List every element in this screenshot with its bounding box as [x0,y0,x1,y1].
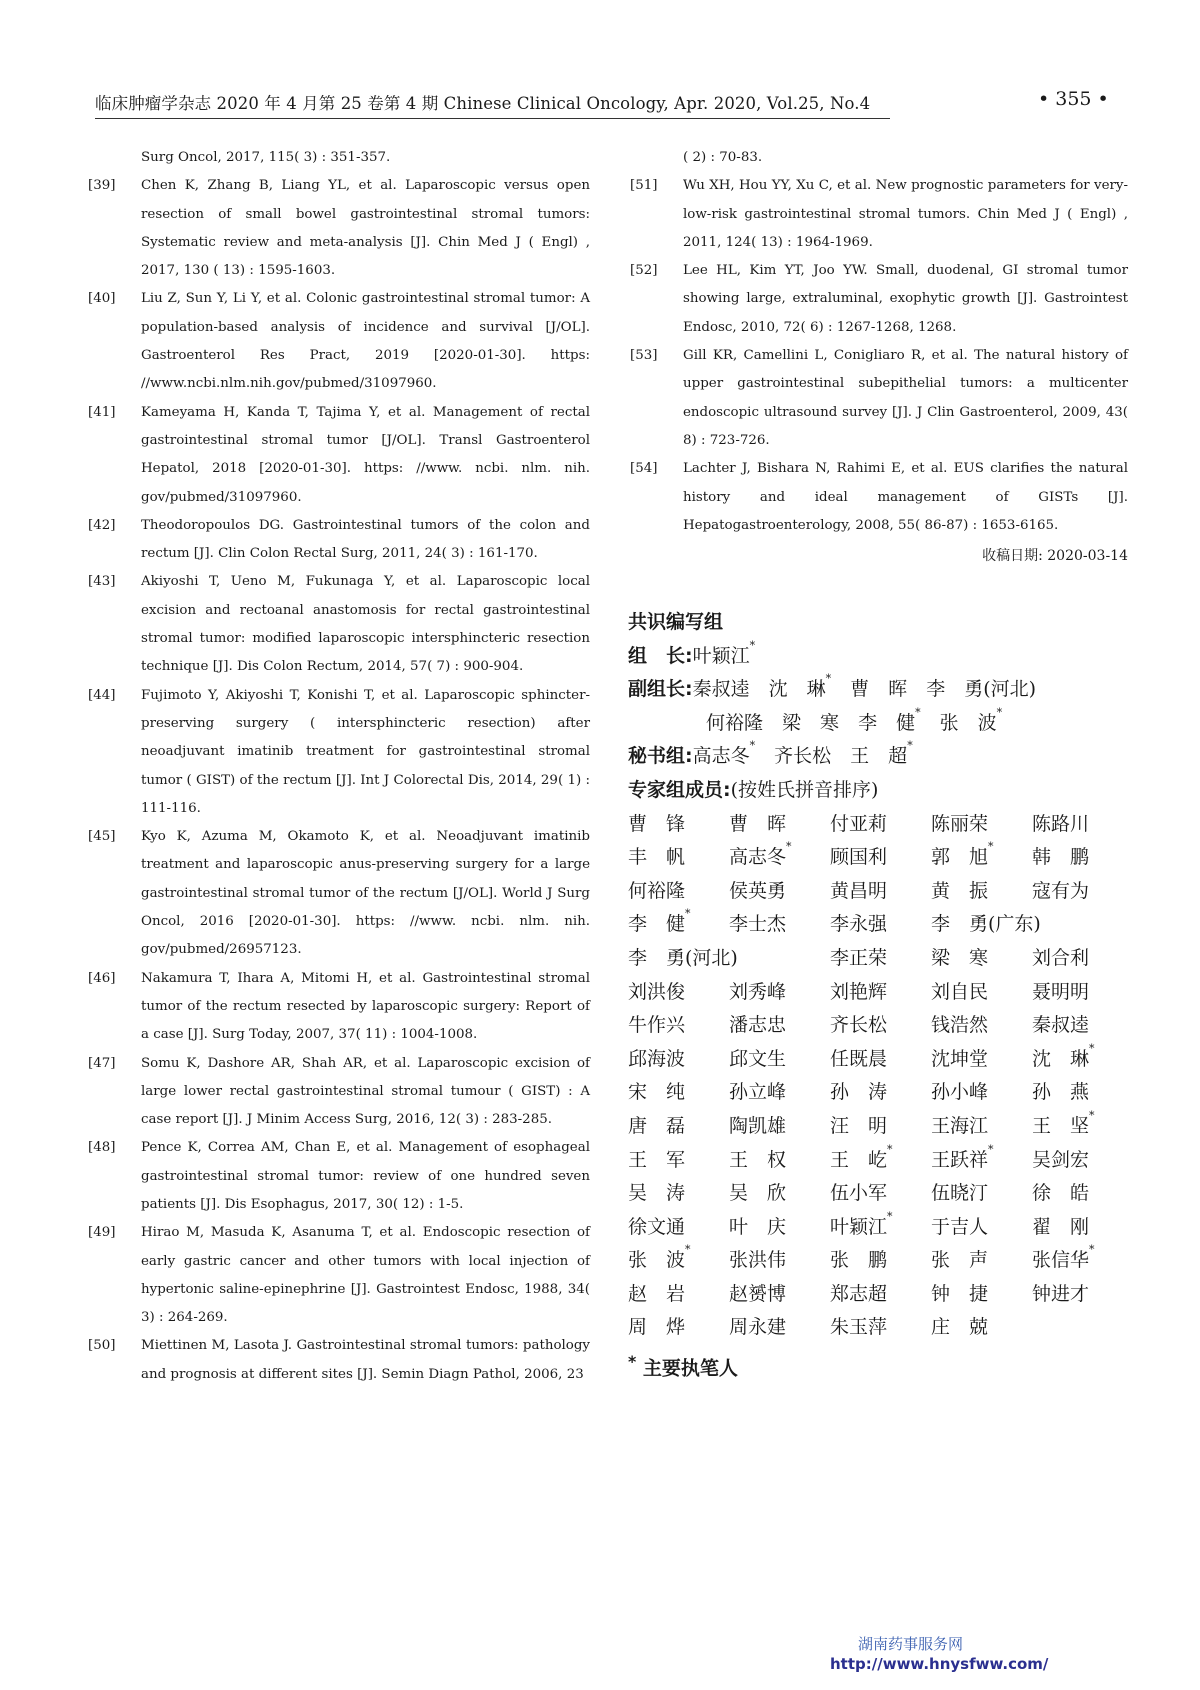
member-name-text: 朱玉萍 [830,1316,888,1339]
member-name [830,1177,931,1211]
member-name [830,976,931,1010]
member-name-text: 赵 岩 [628,1282,686,1305]
consensus-group-section [628,606,1148,1386]
member-name [1032,1009,1133,1043]
member-name [931,875,1032,909]
member-name [931,976,1032,1010]
member-name [931,1110,1032,1144]
journal-header: 临床肿瘤学杂志 2020 年 4 月第 25 卷第 4 期 Chinese Clinical Oncology, Apr. 2020, Vol.25, No.4 [95,90,890,119]
reference-number: [45] [88,829,116,845]
member-name [1032,1177,1133,1211]
member-name [628,1244,729,1278]
member-name-text: 刘合利 [1032,946,1090,969]
author-mark: * [887,1209,893,1223]
member-name-text: 周 烨 [628,1316,686,1339]
member-name [628,942,738,976]
references-right-column [630,144,1128,540]
member-name [729,841,830,875]
member-name-text: 秦叔逵 [1032,1014,1090,1037]
author-mark: * [685,907,691,921]
member-name-text: 徐文通 [628,1215,686,1238]
member-name-text: 伍小军 [830,1182,888,1205]
deputy-line [628,673,1148,707]
reference-entry [630,455,1128,540]
member-name-text: 沈坤堂 [931,1047,989,1070]
member-name [729,1244,830,1278]
member-name [1032,1211,1133,1245]
author-mark: * [786,840,792,854]
member-name-text: 任既晨 [830,1047,888,1070]
member-name [729,942,830,976]
reference-text: Chen K, Zhang B, Liang YL, et al. Laparoscopic versus open resection of small bowel gastrointestinal stromal tumors: Systematic review and meta-analysis [J]. Chin Med J ( Engl) , 2017, 130 ( 13) : 1595-1603. [141,178,590,279]
reference-text: Hirao M, Masuda K, Asanuma T, et al. Endoscopic resection of early gastric cancer and other tumors with local injection of hypertonic saline-epinephrine [J]. Gastrointest Endosc, 1988, 34( 3) : 264-269. [141,1225,590,1326]
member-name-text: 孙 涛 [830,1081,888,1104]
person-name: 曹 晖 [850,678,908,701]
reference-number: [49] [88,1225,116,1241]
member-name [931,908,1041,942]
reference-text: Lee HL, Kim YT, Joo YW. Small, duodenal, GI stromal tumor showing large, extraluminal, exophytic growth [J]. Gastrointest Endosc, 2010, 72( 6) : 1267-1268, 1268. [683,263,1128,335]
member-name [729,875,830,909]
reference-number: [46] [88,970,116,986]
member-name [830,1278,931,1312]
author-mark: * [907,739,913,753]
leader-line [628,640,1148,674]
reference-text: ( 2) : 70-83. [683,150,763,165]
footnote [628,1345,1148,1386]
member-name-text: 黄昌明 [830,879,888,902]
member-name-text: 庄 兢 [931,1316,989,1339]
member-name-text: 孙小峰 [931,1081,989,1104]
member-name [1032,1244,1133,1278]
member-name [931,841,1032,875]
person-name: 高志冬 [692,745,750,768]
watermark-url[interactable]: http://www.hnysfww.com/ [830,1655,1049,1673]
deputy-label: 副组长: [628,678,693,701]
leader-name: 叶颖江 [692,644,750,667]
member-name-text: 王 军 [628,1148,686,1171]
member-name-text: 张信华 [1032,1249,1090,1272]
footnote-star: * [628,1352,637,1372]
member-name-text: 邱海波 [628,1047,686,1070]
member-name-text: 孙立峰 [729,1081,787,1104]
member-name [830,1311,931,1345]
person-name: 何裕隆 [706,711,764,734]
member-name [830,1043,931,1077]
member-name [1032,875,1133,909]
reference-number: [43] [88,574,116,590]
member-name-text: 邱文生 [729,1047,787,1070]
member-name [729,1110,830,1144]
member-name-text: 李士杰 [729,913,787,936]
member-name [931,1076,1032,1110]
reference-number: [42] [88,517,116,533]
member-name-text: 王 权 [729,1148,787,1171]
member-name-text: 宋 纯 [628,1081,686,1104]
reference-text: Kameyama H, Kanda T, Tajima Y, et al. Management of rectal gastrointestinal stromal tumor [J/OL]. Transl Gastroenterol Hepatol, 2018 [2020-01-30]. https: //www. ncbi. nlm. nih. gov/pubmed/31097960. [141,404,590,505]
member-name-text: 周永建 [729,1316,787,1339]
member-name [931,1278,1032,1312]
member-name-text: 钟进才 [1032,1282,1090,1305]
reference-text: Gill KR, Camellini L, Conigliaro R, et al. The natural history of upper gastrointestinal subepithelial tumors: a multicenter endoscopic ultrasound survey [J]. J Clin Gastroenterol, 2009, 43( 8) : 723-726. [683,348,1128,448]
reference-text: Nakamura T, Ihara A, Mitomi H, et al. Gastrointestinal stromal tumor of the rectum resected by laparoscopic surgery: Report of a case [J]. Surg Today, 2007, 37( 11) : 1004-1008. [141,970,590,1043]
member-name-text: 李正荣 [830,946,888,969]
member-name [729,1144,830,1178]
member-name [1032,1043,1133,1077]
footnote-text: 主要执笔人 [642,1357,738,1380]
member-name-text: 吴 欣 [729,1182,787,1205]
member-name [628,1009,729,1043]
member-name [931,1043,1032,1077]
reference-number: [41] [88,404,116,420]
member-name [628,976,729,1010]
member-name-text: 齐长松 [830,1014,888,1037]
secretary-label: 秘书组: [628,745,693,768]
member-name-text: 王海江 [931,1114,989,1137]
member-name [830,1244,931,1278]
secretaries [692,739,913,768]
reference-entry [88,144,590,172]
author-mark: * [749,638,756,652]
reference-entry [630,144,1128,172]
member-name [729,1311,830,1345]
member-name-text: 曹 锋 [628,812,686,835]
person-name: 张 波 [939,711,997,734]
member-name [729,1177,830,1211]
reference-number: [40] [88,291,116,307]
member-name-text: 刘自民 [931,980,989,1003]
member-name-text: 陶凯雄 [729,1114,787,1137]
member-name [628,1144,729,1178]
member-name [931,1244,1032,1278]
person-name: 秦叔逵 [692,678,750,701]
reference-number: [44] [88,687,116,703]
person-name: 李 健 [858,711,916,734]
member-name [830,1144,931,1178]
members-label: 专家组成员: [628,778,731,801]
reference-entry [630,172,1128,257]
member-name [931,1009,1032,1043]
member-name [1032,1311,1133,1345]
member-name-text: 赵赟博 [729,1282,787,1305]
author-mark: * [1089,1243,1095,1257]
member-name [628,841,729,875]
reference-text: Pence K, Correa AM, Chan E, et al. Management of esophageal gastrointestinal stromal tumor: review of one hundred seven patients [J]. Dis Esophagus, 2017, 30( 12) : 1-5. [141,1140,590,1212]
member-name [830,908,931,942]
reference-number: [47] [88,1055,116,1071]
member-name-text: 聂明明 [1032,980,1090,1003]
member-name-text: 陈丽荣 [931,812,989,835]
member-name [628,1177,729,1211]
author-mark: * [887,1142,893,1156]
member-name [729,976,830,1010]
reference-entry [88,682,590,823]
received-date: 收稿日期: 2020-03-14 [982,548,1128,564]
member-name-text: 王 屹 [830,1148,888,1171]
deputies-second-row [628,707,1148,741]
member-name [729,1043,830,1077]
author-mark: * [988,1142,994,1156]
member-name [729,908,830,942]
author-mark: * [1089,1041,1095,1055]
member-name [1032,841,1133,875]
member-name [628,1043,729,1077]
member-name [729,1278,830,1312]
person-name: 齐长松 [774,745,832,768]
author-mark: * [988,840,994,854]
member-name [830,1076,931,1110]
author-mark: * [749,739,756,753]
member-name [1032,976,1133,1010]
member-name-text: 李 勇(河北) [628,946,738,969]
member-name-text: 于吉人 [931,1215,989,1238]
group-title: 共识编写组 [628,611,724,633]
member-name [1032,942,1133,976]
member-name [1032,808,1133,842]
reference-text: Wu XH, Hou YY, Xu C, et al. New prognostic parameters for very-low-risk gastrointestinal stromal tumors. Chin Med J ( Engl) , 2011, 124( 13) : 1964-1969. [683,178,1128,250]
member-name [830,808,931,842]
author-mark: * [915,705,921,719]
reference-text: Lachter J, Bishara N, Rahimi E, et al. EUS clarifies the natural history and ideal management of GISTs [J]. Hepatogastroenterology, 2008, 55( 86-87) : 1653-6165. [683,461,1128,533]
author-mark: * [1089,1108,1095,1122]
member-name-text: 伍晓汀 [931,1182,989,1205]
member-name [628,1110,729,1144]
member-name-text: 吴剑宏 [1032,1148,1090,1171]
member-name [830,1009,931,1043]
reference-number: [50] [88,1338,116,1354]
members-note: (按姓氏拼音排序) [730,778,879,801]
member-name [931,1311,1032,1345]
reference-text: Fujimoto Y, Akiyoshi T, Konishi T, et al. Laparoscopic sphincter-preserving surgery ( intersphincteric resection) after neoadjuvant imatinib treatment for gastrointestinal stromal tumor ( GIST) of the rectum [J]. Int J Colorectal Dis, 2014, 29( 1) : 111-116. [141,687,590,816]
member-name [931,1177,1032,1211]
member-name [1032,1110,1133,1144]
member-name-text: 李 健 [628,913,686,936]
reference-entry [630,257,1128,342]
member-name [830,942,931,976]
member-name-text: 寇有为 [1032,879,1090,902]
member-name-text: 何裕隆 [628,879,686,902]
member-name-text: 汪 明 [830,1114,888,1137]
page-number: • 355 • [1038,88,1109,110]
member-name-text: 梁 寒 [931,946,989,969]
member-name [1032,1144,1133,1178]
person-name: 梁 寒 [782,711,840,734]
member-name [628,908,729,942]
member-name-text: 韩 鹏 [1032,846,1090,869]
member-name [830,841,931,875]
reference-number: [39] [88,178,116,194]
member-name-text: 张 声 [931,1249,989,1272]
member-name [729,1009,830,1043]
member-name [628,1076,729,1110]
member-name [1032,1278,1133,1312]
reference-entry [88,823,590,964]
member-name [729,1076,830,1110]
reference-number: [52] [630,263,658,279]
member-name [830,1110,931,1144]
member-name-text: 郭 旭 [931,846,989,869]
reference-entry [88,568,590,681]
member-name [1032,908,1133,942]
member-name [729,808,830,842]
references-left-column [88,144,590,1389]
member-name-text: 李永强 [830,913,888,936]
member-name-text: 张 鹏 [830,1249,888,1272]
reference-number: [48] [88,1140,116,1156]
author-mark: * [825,672,832,686]
reference-entry [88,965,590,1050]
leader-label: 组 长: [628,644,693,667]
member-name-text: 高志冬 [729,846,787,869]
member-name-text: 刘秀峰 [729,980,787,1003]
reference-entry [88,1219,590,1332]
member-name-text: 徐 皓 [1032,1182,1090,1205]
member-name-text: 叶 庆 [729,1215,787,1238]
member-name [830,875,931,909]
watermark-site-name: 湖南药事服务网 [858,1635,964,1653]
reference-number: [53] [630,348,658,364]
reference-entry [88,1134,590,1219]
member-name [931,808,1032,842]
reference-text: Liu Z, Sun Y, Li Y, et al. Colonic gastrointestinal stromal tumor: A population-based analysis of incidence and survival [J/OL]. Gastroenterol Res Pract, 2019 [2020-01-30]. https: //www.ncbi.nlm.nih.gov/pubmed/31097960. [141,291,590,392]
member-name-text: 曹 晖 [729,812,787,835]
reference-entry [630,342,1128,455]
member-name [931,1211,1032,1245]
member-name [1032,1076,1133,1110]
reference-text: Surg Oncol, 2017, 115( 3) : 351-357. [141,150,391,165]
member-name-text: 张洪伟 [729,1249,787,1272]
member-name-text: 丰 帆 [628,846,686,869]
member-name [628,1211,729,1245]
member-name-text: 王 坚 [1032,1114,1090,1137]
reference-entry [88,172,590,285]
author-mark: * [996,705,1003,719]
member-name [628,875,729,909]
member-name [931,1144,1032,1178]
member-name [830,1211,931,1245]
reference-text: Theodoropoulos DG. Gastrointestinal tumors of the colon and rectum [J]. Clin Colon Rectal Surg, 2011, 24( 3) : 161-170. [141,517,590,562]
person-name: 李 勇(河北) [926,678,1037,701]
reference-text: Akiyoshi T, Ueno M, Fukunaga Y, et al. Laparoscopic local excision and rectoanal anastomosis for rectal gastrointestinal stromal tumor: modified laparoscopic intersphincteric resection technique [J]. Dis Colon Rectum, 2014, 57( 7) : 900-904. [141,574,590,675]
member-name [628,808,729,842]
reference-text: Kyo K, Azuma M, Okamoto K, et al. Neoadjuvant imatinib treatment and laparoscopic anus-preserving surgery for a large gastrointestinal stromal tumor of the rectum [J/OL]. World J Surg Oncol, 2016 [2020-01-30]. https: //www. ncbi. nlm. nih. gov/pubmed/26957123. [141,829,590,958]
author-mark: * [685,1243,691,1257]
person-name: 王 超 [850,745,908,768]
member-name-text: 唐 磊 [628,1114,686,1137]
member-name-text: 顾国利 [830,846,888,869]
reference-entry [88,1332,590,1389]
deputies-first-row [692,672,1037,701]
reference-entry [88,1050,590,1135]
reference-entry [88,285,590,398]
member-name-text: 黄 振 [931,879,989,902]
reference-entry [88,512,590,569]
member-name-text: 沈 琳 [1032,1047,1090,1070]
member-name-text: 李 勇(广东) [931,913,1041,936]
member-name [931,942,1032,976]
person-name: 沈 琳 [768,678,826,701]
member-name [628,1278,729,1312]
reference-entry [88,399,590,512]
reference-number: [51] [630,178,658,194]
member-name-text: 吴 涛 [628,1182,686,1205]
member-name-text: 郑志超 [830,1282,888,1305]
reference-text: Somu K, Dashore AR, Shah AR, et al. Laparoscopic excision of large lower rectal gastrointestinal stromal tumour ( GIST) : A case report [J]. J Minim Access Surg, 2016, 12( 3) : 283-285. [141,1055,590,1128]
reference-text: Miettinen M, Lasota J. Gastrointestinal stromal tumors: pathology and prognosis at different sites [J]. Semin Diagn Pathol, 2006, 23 [141,1338,590,1382]
member-name-text: 潘志忠 [729,1014,787,1037]
member-name [628,1311,729,1345]
members-heading [628,774,1148,808]
member-name [729,1211,830,1245]
member-name-text: 刘洪俊 [628,980,686,1003]
member-name-text: 陈路川 [1032,812,1090,835]
member-name-text: 王跃祥 [931,1148,989,1171]
member-name-text: 刘艳辉 [830,980,888,1003]
member-name-text: 侯英勇 [729,879,787,902]
secretary-line [628,740,1148,774]
reference-number: [54] [630,461,658,477]
members-grid [628,808,1148,1346]
member-name-text: 牛作兴 [628,1014,686,1037]
member-name-text: 翟 刚 [1032,1215,1090,1238]
member-name-text: 叶颖江 [830,1215,888,1238]
member-name-text: 钟 捷 [931,1282,989,1305]
member-name-text: 孙 燕 [1032,1081,1090,1104]
member-name-text: 张 波 [628,1249,686,1272]
member-name-text: 钱浩然 [931,1014,989,1037]
member-name-text: 付亚莉 [830,812,888,835]
watermark [830,1634,1110,1674]
